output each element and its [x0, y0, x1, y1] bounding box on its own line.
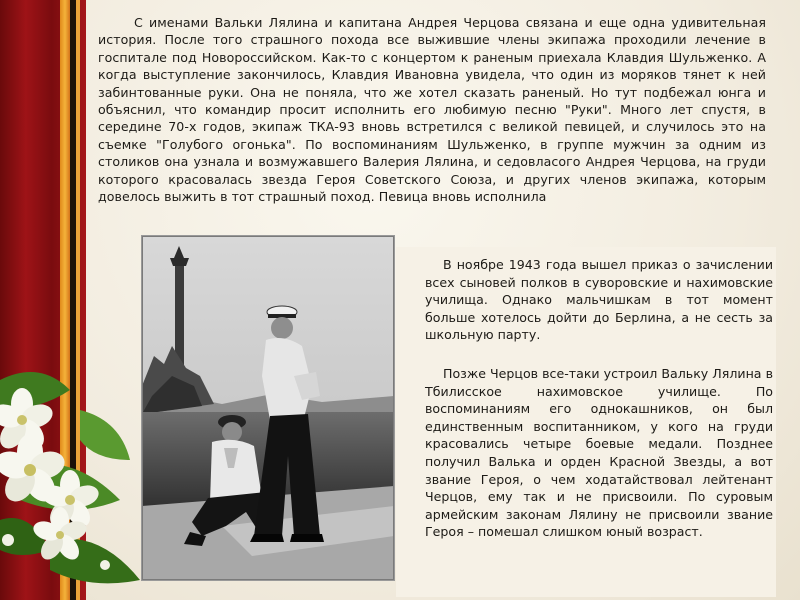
white-flowers-icon [0, 350, 150, 600]
right-paragraph-2: Позже Черцов все-таки устроил Вальку Лялина в Тбилисское нахимовское училище. По воспоминаниям его однокашников, он был единственным воспитанником, у кого на груди красовались четыре боевые медали. Позднее получил Валька и орден Красной Звезды, а вот звание Героя, о чем ходатайствовал лейтенант Черцов, ему так и не присвоили. По суровым армейским законам Лялину не присвоили звание Героя – помешал слишком юный возраст. [425, 366, 773, 540]
historic-photo [142, 236, 394, 580]
right-paragraph-1: В ноябре 1943 года вышел приказ о зачислении всех сыновей полков в суворовские и нахимовские училища. Однако мальчишкам в тот момент больше хотелось дойти до Берлина, а не сесть за школьную парту. [425, 257, 773, 343]
historic-photo-sailors-monument [142, 236, 394, 580]
top-paragraph: С именами Вальки Лялина и капитана Андрея Черцова связана и еще одна удивительная история. После того страшного похода все выжившие члены экипажа проходили лечение в госпитале под Новороссийском. Как-то с концертом к раненым приехала Клавдия Шульженко. А когда выступление закончилось, Клавдия Ивановна увидела, что один из моряков тянет к ней забинтованные руки. Она не поняла, что же хотел сказать раненый. Но тут подбежал юнга и объяснил, что командир просит исполнить его любимую песню "Руки". Много лет спустя, в середине 70-х годов, экипаж ТКА-93 вновь встретился с великой певицей, и случилось это на съемке "Голубого огонька". По воспоминаниям Шульженко, в группе мужчин за одним из столиков она узнала и возмужавшего Валерия Лялина, и седовласого Андрея Черцова, на груди которого красовалась звезда Героя Советского Союза, и других членов экипажа, которым довелось выжить в тот страшный поход. Певица вновь исполнила [98, 15, 766, 205]
